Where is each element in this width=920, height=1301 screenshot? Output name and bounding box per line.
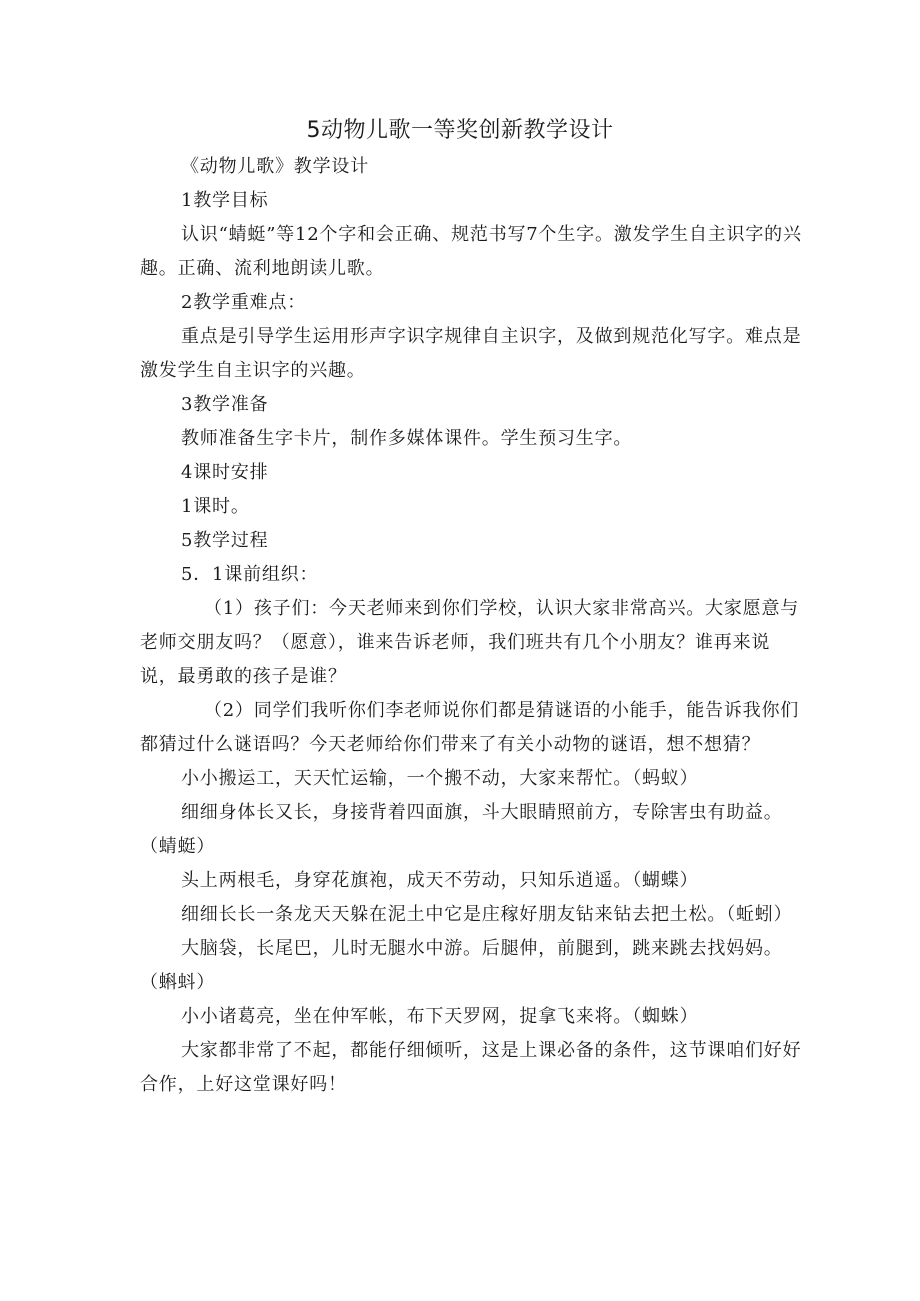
paragraph-step-2: （2）同学们我听你们李老师说你们都是猜谜语的小能手，能告诉我你们都猜过什么谜语吗？今天老师给你们带来了有关小动物的谜语，想不想猜？ <box>140 700 800 755</box>
riddle-dragonfly: 细细身体长又长，身接背着四面旗，斗大眼睛照前方，专除害虫有助益。（蜻蜓） <box>140 802 783 857</box>
riddle-ant: 小小搬运工，天天忙运输，一个搬不动，大家来帮忙。（蚂蚁） <box>181 768 699 789</box>
heading-schedule: 4课时安排 <box>181 462 269 483</box>
heading-pre-class: 5．1课前组织： <box>181 564 319 585</box>
heading-teaching-goals: 1教学目标 <box>181 190 269 211</box>
paragraph-key-points: 重点是引导学生运用形声字识字规律自主识字，及做到规范化写字。难点是激发学生自主识字的兴趣。 <box>140 326 802 381</box>
paragraph-step-1: （1）孩子们：今天老师来到你们学校，认识大家非常高兴。大家愿意与老师交朋友吗？（愿意），谁来告诉老师，我们班共有几个小朋友？谁再来说说，最勇敢的孩子是谁？ <box>140 598 800 687</box>
heading-preparation: 3教学准备 <box>181 394 269 415</box>
riddle-tadpole: 大脑袋，长尾巴，儿时无腿水中游。后腿伸，前腿到，跳来跳去找妈妈。（蝌蚪） <box>140 938 783 993</box>
riddle-butterfly: 头上两根毛，身穿花旗袍，成天不劳动，只知乐逍遥。（蝴蝶） <box>181 870 699 891</box>
riddle-spider: 小小诸葛亮，坐在仲军帐，布下天罗网，捉拿飞来将。（蜘蛛） <box>181 1006 699 1027</box>
document-body <box>140 150 806 1102</box>
paragraph-subtitle: 《动物儿歌》教学设计 <box>181 156 369 177</box>
paragraph-preparation: 教师准备生字卡片，制作多媒体课件。学生预习生字。 <box>181 428 633 449</box>
heading-process: 5教学过程 <box>181 530 269 551</box>
riddle-earthworm: 细细长长一条龙天天躲在泥土中它是庄稼好朋友钻来钻去把土松。（蚯蚓） <box>181 904 793 925</box>
heading-key-points: 2教学重难点： <box>181 292 307 313</box>
paragraph-closing: 大家都非常了不起，都能仔细倾听，这是上课必备的条件，这节课咱们好好合作，上好这堂课好吗！ <box>140 1040 802 1095</box>
document-title: 5动物儿歌一等奖创新教学设计 <box>306 118 614 143</box>
paragraph-goals: 认识“蜻蜓”等12个字和会正确、规范书写7个生字。激发学生自主识字的兴趣。正确、流利地朗读儿歌。 <box>140 224 802 279</box>
paragraph-schedule: 1课时。 <box>181 496 250 517</box>
